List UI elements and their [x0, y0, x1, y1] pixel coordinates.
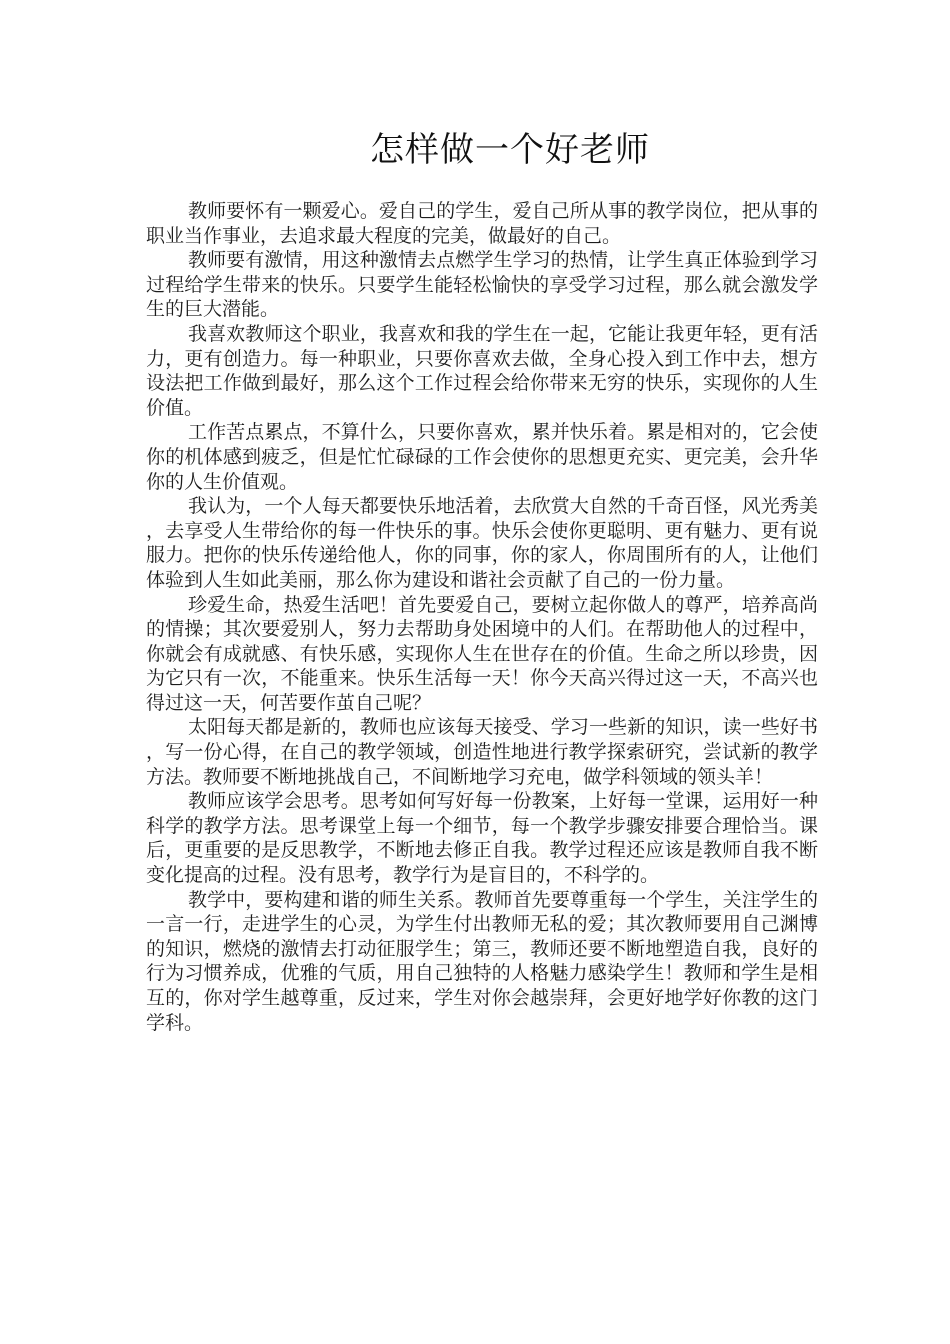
paragraph-4: 工作苦点累点，不算什么，只要你喜欢，累并快乐着。累是相对的，它会使你的机体感到疲乏，但是忙忙碌碌的工作会使你的思想更充实、更完美，会升华你的人生价值观。: [146, 421, 818, 493]
paragraph-1: 教师要怀有一颗爱心。爱自己的学生，爱自己所从事的教学岗位，把从事的职业当作事业，去追求最大程度的完美，做最好的自己。: [146, 200, 818, 247]
paragraph-7: 太阳每天都是新的，教师也应该每天接受、学习一些新的知识，读一些好书，写一份心得，在自己的教学领域，创造性地进行教学探索研究，尝试新的教学方法。教师要不断地挑战自己，不间断地学习充电，做学科领域的领头羊！: [146, 716, 818, 788]
paragraph-9: 教学中，要构建和谐的师生关系。教师首先要尊重每一个学生，关注学生的一言一行，走进学生的心灵，为学生付出教师无私的爱；其次教师要用自己渊博的知识，燃烧的激情去打动征服学生；第三，教师还要不断地塑造自我，良好的行为习惯养成，优雅的气质，用自己独特的人格魅力感染学生！教师和学生是相互的，你对学生越尊重，反过来，学生对你会越崇拜，会更好地学好你教的这门学科。: [146, 888, 818, 1034]
paragraph-6: 珍爱生命，热爱生活吧！首先要爱自己，要树立起你做人的尊严，培养高尚的情操；其次要爱别人，努力去帮助身处困境中的人们。在帮助他人的过程中，你就会有成就感、有快乐感，实现你人生在世存在的价值。生命之所以珍贵，因为它只有一次，不能重来。快乐生活每一天！你今天高兴得过这一天，不高兴也得过这一天，何苦要作茧自己呢？: [146, 593, 818, 714]
paragraph-5: 我认为，一个人每天都要快乐地活着，去欣赏大自然的千奇百怪，风光秀美，去享受人生带给你的每一件快乐的事。快乐会使你更聪明、更有魅力、更有说服力。把你的快乐传递给他人，你的同事，你的家人，你周围所有的人，让他们体验到人生如此美丽，那么你为建设和谐社会贡献了自己的一份力量。: [146, 495, 818, 591]
paragraph-3: 我喜欢教师这个职业，我喜欢和我的学生在一起，它能让我更年轻，更有活力，更有创造力。每一种职业，只要你喜欢去做，全身心投入到工作中去，想方设法把工作做到最好，那么这个工作过程会给你带来无穷的快乐，实现你的人生价值。: [146, 322, 818, 419]
paragraph-8: 教师应该学会思考。思考如何写好每一份教案，上好每一堂课，运用好一种科学的教学方法。思考课堂上每一个细节，每一个教学步骤安排要合理恰当。课后，更重要的是反思教学，不断地去修正自我。教学过程还应该是教师自我不断变化提高的过程。没有思考，教学行为是盲目的，不科学的。: [146, 790, 818, 887]
document-body: [146, 199, 818, 1035]
document-title: 怎样做一个好老师: [370, 130, 650, 170]
paragraph-2: 教师要有激情，用这种激情去点燃学生学习的热情，让学生真正体验到学习过程给学生带来的快乐。只要学生能轻松愉快的享受学习过程，那么就会激发学生的巨大潜能。: [146, 249, 818, 321]
